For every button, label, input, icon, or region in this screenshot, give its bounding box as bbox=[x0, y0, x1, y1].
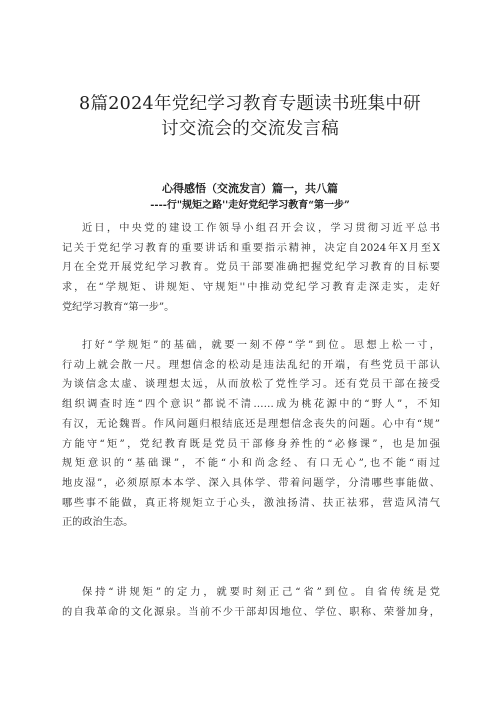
paragraph-line: 求，在“学规矩、讲规矩、守规矩''中推动党纪学习教育走深走实，走好 bbox=[62, 282, 440, 294]
section-subtitle: 心得感悟（交流发言）篇一，共八篇 bbox=[162, 182, 338, 195]
title-line-2: 讨交流会的交流发言稿 bbox=[161, 119, 339, 139]
paragraph-line: 行动上就会散一尺。理想信念的松动是违法乱纪的开端，有些党员干部认 bbox=[62, 359, 440, 371]
paragraph-line: 组织调查时连“四个意识”都说不清……成为桃花源中的“野人”，不知 bbox=[62, 399, 440, 411]
section-motto: ----行"规矩之路''走好党纪学习教育“第一步” bbox=[150, 200, 350, 211]
paragraph-2 bbox=[62, 336, 440, 533]
paragraph-1 bbox=[62, 219, 440, 318]
paragraph-line: 方能守“矩”，党纪教育既是党员干部修身养性的“必修课”，也是加强 bbox=[62, 438, 440, 450]
title-line-1: 8篇2024年党纪学习教育专题读书班集中研 bbox=[79, 94, 421, 114]
paragraph-line: 月在全党开展党纪学习教育。党员干部要准确把握党纪学习教育的目标要 bbox=[62, 262, 440, 274]
paragraph-line: 打好“学规矩”的基础，就要一刻不停“学”到位。思想上松一寸， bbox=[82, 340, 440, 351]
paragraph-line: 地皮湿”，必须原原本本学、深入具体学、带着问题学，分清哪些事能做、 bbox=[62, 477, 440, 489]
paragraph-line: 近日，中央党的建设工作领导小组召开会议，学习贯彻习近平总书 bbox=[82, 223, 440, 234]
paragraph-line: 有汉，无论魏晋。作风问题归根结底还是理想信念丧失的问题。心中有“规” bbox=[62, 418, 440, 430]
paragraph-line: 的自我革命的文化源泉。当前不少干部却因地位、学位、职称、荣誉加身， bbox=[62, 606, 440, 618]
paragraph-3 bbox=[62, 583, 440, 622]
paragraph-line: 党纪学习教育“第一步”。 bbox=[62, 301, 175, 313]
paragraph-line: 规矩意识的“基础课”，不能“小和尚念经、有口无心”,也不能“雨过 bbox=[62, 458, 440, 470]
paragraph-line: 为谈信念太虚、谈理想太远，从而放松了党性学习。还有党员干部在接受 bbox=[62, 379, 440, 391]
paragraph-line: 哪些事不能做，真正将规矩立于心头，激浊扬清、扶正祛邪，营造风清气 bbox=[62, 497, 440, 509]
paragraph-line: 记关于党纪学习教育的重要讲话和重要指示精神，决定自2024年X月至X bbox=[62, 242, 440, 254]
paragraph-line: 正的政治生态。 bbox=[62, 517, 134, 529]
document-title bbox=[40, 92, 460, 142]
paragraph-line: 保持“讲规矩”的定力，就要时刻正己“省”到位。自省传统是党 bbox=[82, 587, 440, 598]
